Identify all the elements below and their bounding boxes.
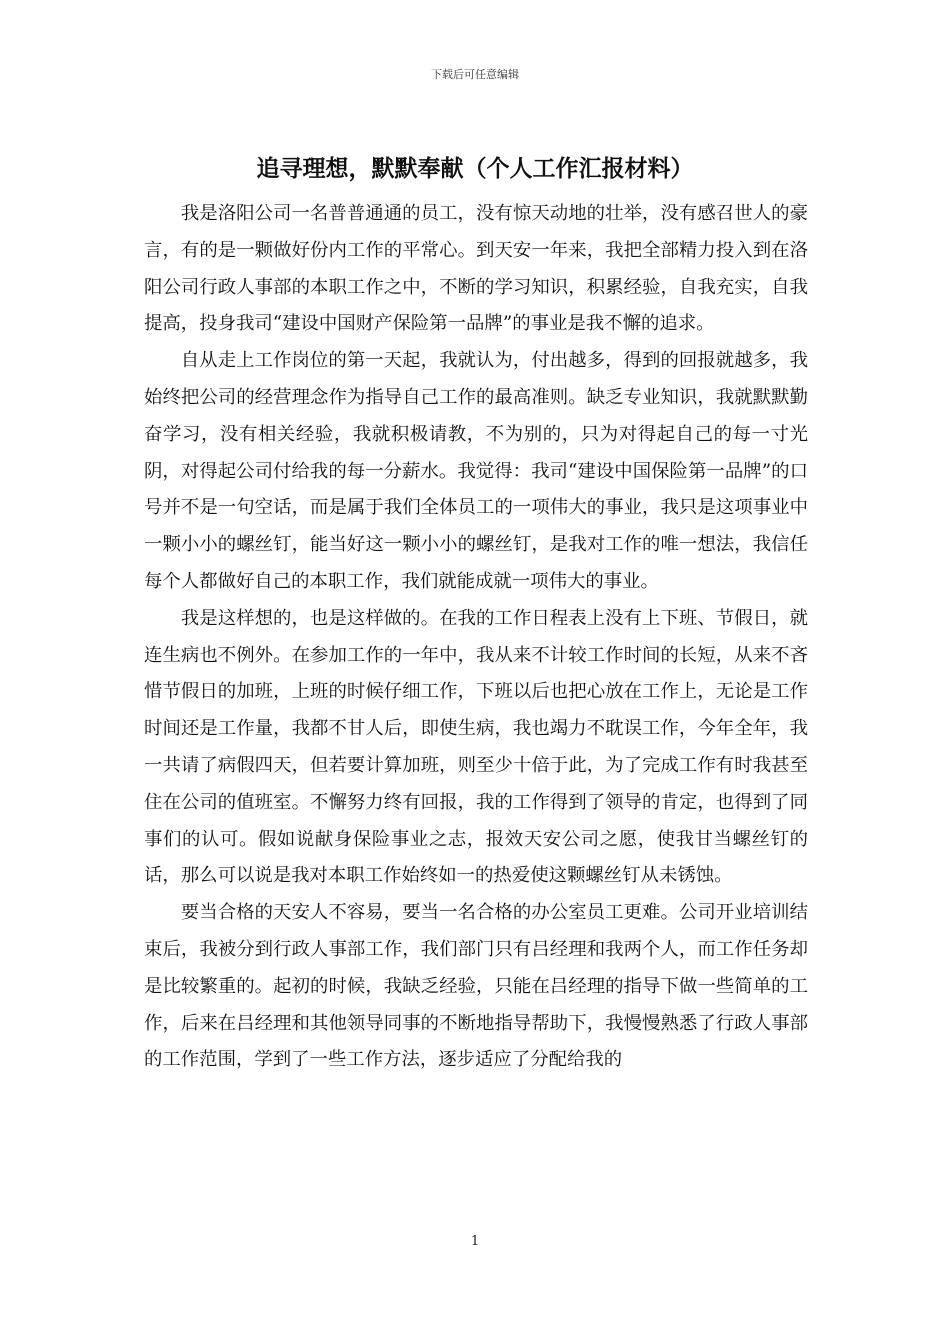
paragraph-2: 自从走上工作岗位的第一天起，我就认为，付出越多，得到的回报就越多，我始终把公司的经营理念作为指导自己工作的最高准则。缺乏专业知识，我就默默勤奋学习，没有相关经验，我就积极请教，不为别的，只为对得起自己的每一寸光阴，对得起公司付给我的每一分薪水。我觉得：我司“建设中国保险第一品牌”的口号并不是一句空话，而是属于我们全体员工的一项伟大的事业，我只是这项事业中一颗小小的螺丝钉，能当好这一颗小小的螺丝钉，是我对工作的唯一想法，我信任每个人都做好自己的本职工作，我们就能成就一项伟大的事业。 [144, 350, 808, 592]
document-body [144, 196, 808, 1079]
paragraph-4: 要当合格的天安人不容易，要当一名合格的办公室员工更难。公司开业培训结束后，我被分到行政人事部工作，我们部门只有吕经理和我两个人，而工作任务却是比较繁重的。起初的时候，我缺乏经验，只能在吕经理的指导下做一些简单的工作，后来在吕经理和其他领导同事的不断地指导帮助下，我慢慢熟悉了行政人事部的工作范围，学到了一些工作方法，逐步适应了分配给我的 [144, 902, 808, 1071]
document-title: 追寻理想，默默奉献（个人工作汇报材料） [256, 155, 694, 182]
header-note: 下载后可任意编辑 [431, 68, 519, 81]
page-number: 1 [470, 1234, 480, 1249]
paragraph-3: 我是这样想的，也是这样做的。在我的工作日程表上没有上下班、节假日，就连生病也不例外。在参加工作的一年中，我从来不计较工作时间的长短，从来不吝惜节假日的加班，上班的时候仔细工作，下班以后也把心放在工作上，无论是工作时间还是工作量，我都不甘人后，即使生病，我也竭力不耽误工作，今年全年，我一共请了病假四天，但若要计算加班，则至少十倍于此，为了完成工作有时我甚至住在公司的值班室。不懈努力终有回报，我的工作得到了领导的肯定，也得到了同事们的认可。假如说献身保险事业之志，报效天安公司之愿，使我甘当螺丝钉的话，那么可以说是我对本职工作始终如一的热爱使这颗螺丝钉从未锈蚀。 [144, 607, 808, 887]
paragraph-1: 我是洛阳公司一名普普通通的员工，没有惊天动地的壮举，没有感召世人的豪言，有的是一颗做好份内工作的平常心。到天安一年来，我把全部精力投入到在洛阳公司行政人事部的本职工作之中，不断的学习知识，积累经验，自我充实，自我提高，投身我司“建设中国财产保险第一品牌”的事业是我不懈的追求。 [144, 203, 808, 335]
